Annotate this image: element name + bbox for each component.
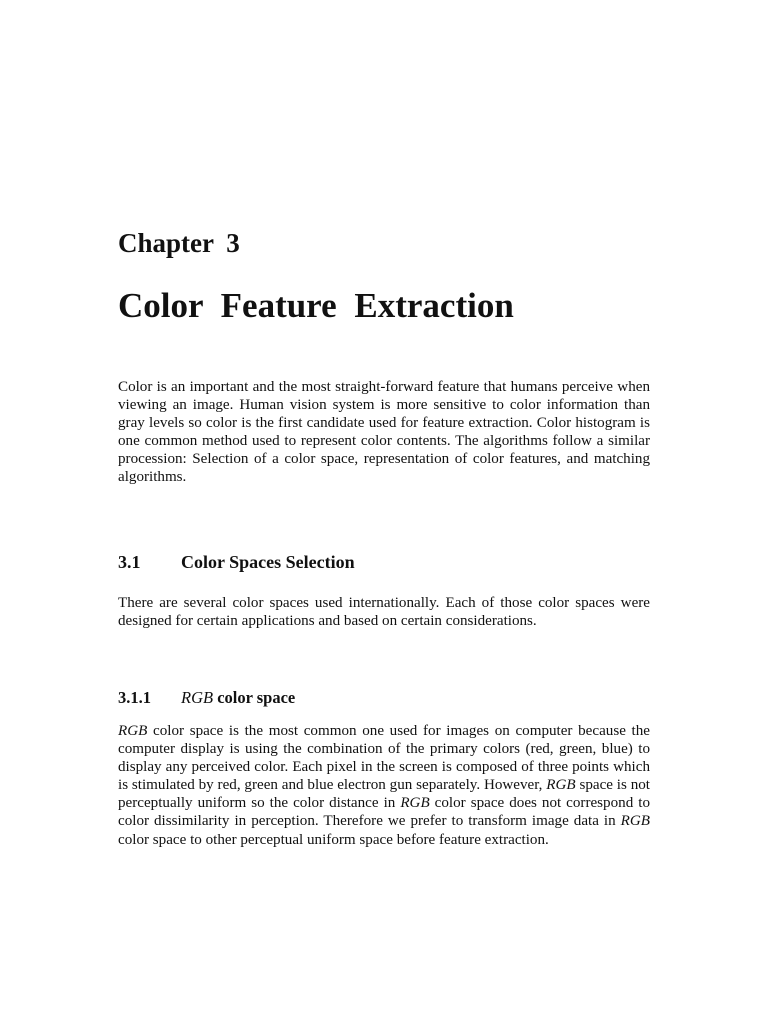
rgb-text-part: color space is the most common one used for images on computer because the computer display is using the combination of the primary colors (red, green, blue) to display any perceived color. Each pixel in the screen is composed of three points which is stimulated by red, green and blue electron gun separately. However,	[118, 723, 650, 794]
color-spaces-paragraph: There are several color spaces used internationally. Each of those color spaces were designed for certain applications and based on certain considerations.	[118, 595, 650, 630]
rgb-term: RGB	[546, 777, 576, 794]
section-title: Color Spaces Selection	[181, 552, 355, 572]
intro-paragraph: Color is an important and the most straight-forward feature that humans perceive when viewing an image. Human vision system is more sensitive to color information than gray levels so color is the first candidate used for feature extraction. Color histogram is one common method used to represent color contents. The algorithms follow a similar procession: Selection of a color space, representation of color features, and matching algorithms.	[118, 379, 650, 486]
subsection-title-rest: color space	[217, 688, 296, 707]
chapter-title: Color Feature Extraction	[118, 286, 514, 325]
subsection-title-rgb: RGB	[181, 688, 214, 707]
section-number: 3.1	[118, 552, 141, 572]
rgb-text-part: space is not perceptually uniform so the color distance in	[118, 777, 650, 812]
chapter-label: Chapter 3	[118, 228, 240, 258]
section-heading-3-1	[118, 552, 355, 573]
rgb-paragraph	[118, 722, 650, 849]
rgb-text-part: color space to other perceptual uniform space before feature extraction.	[118, 831, 549, 848]
rgb-term: RGB	[118, 723, 148, 739]
subsection-number: 3.1.1	[118, 688, 151, 707]
rgb-term: RGB	[400, 795, 430, 812]
subsection-heading-3-1-1	[118, 688, 295, 708]
rgb-text-part: color space does not correspond to color dissimilarity in perception. Therefore we prefer to transform image data in	[118, 795, 650, 830]
rgb-term: RGB	[620, 813, 650, 830]
